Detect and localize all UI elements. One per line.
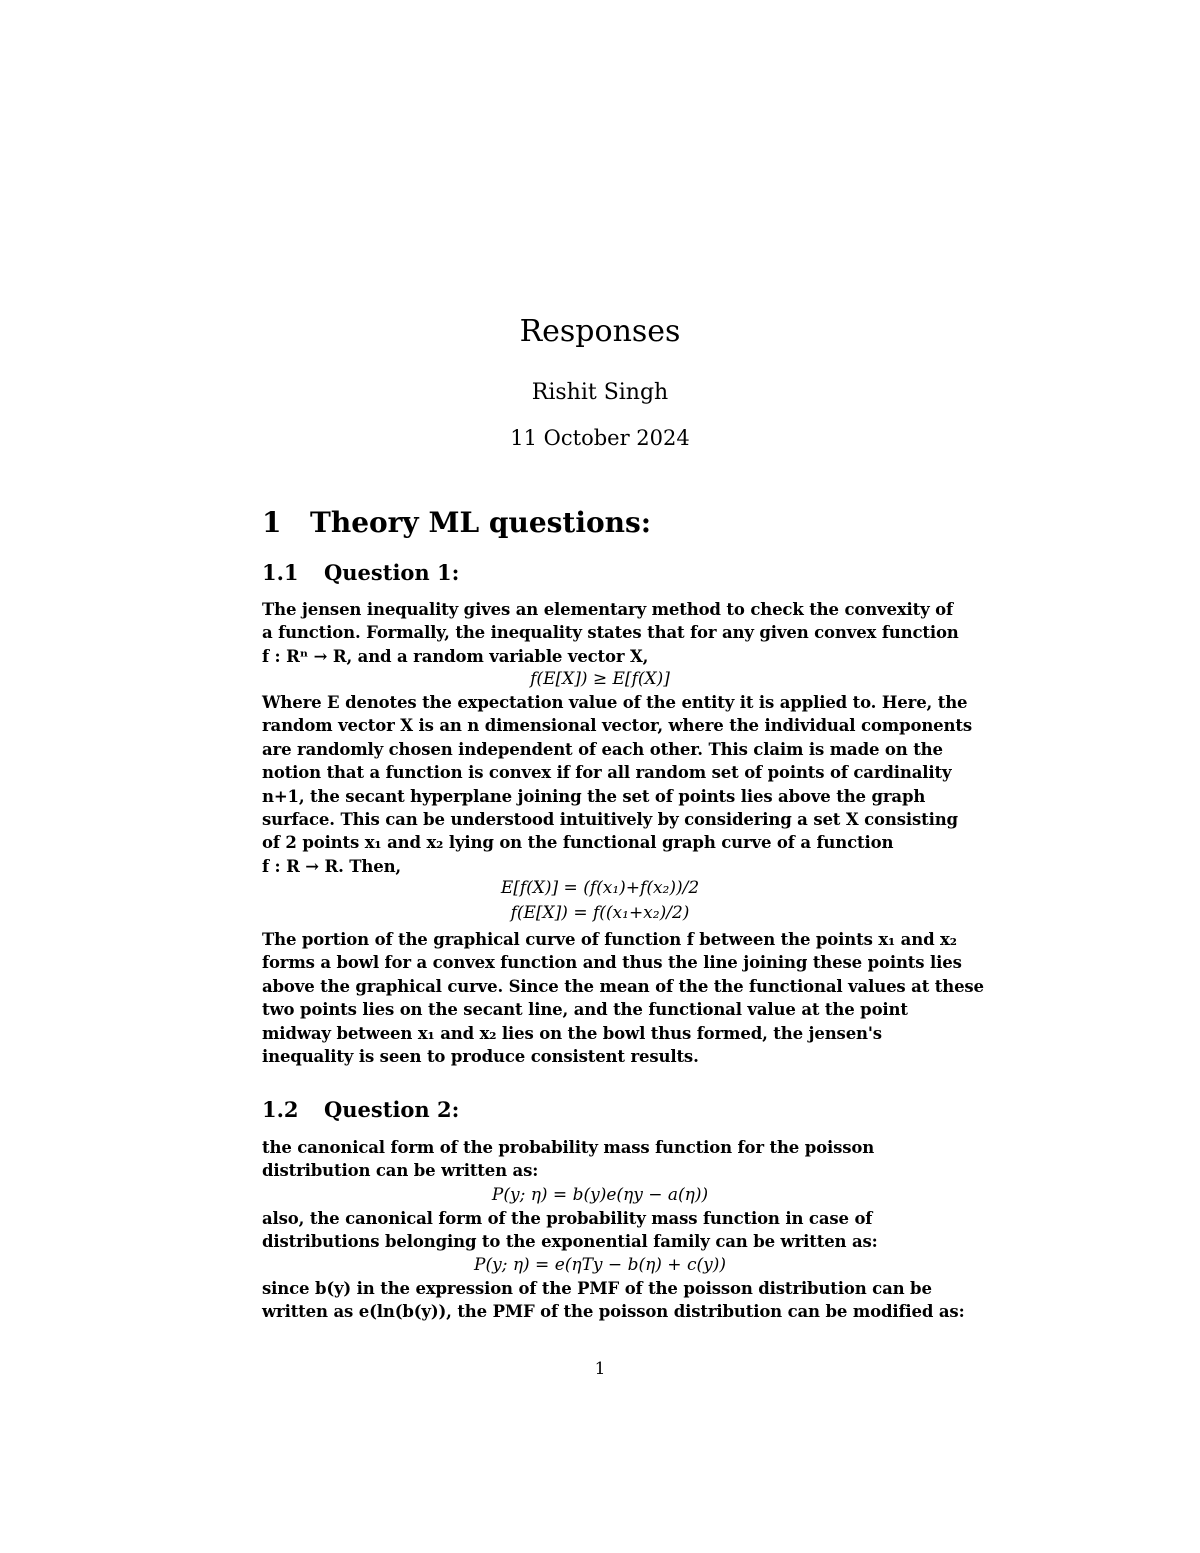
subsection-number: 1.1	[262, 560, 299, 585]
text-line: since b(y) in the expression of the PMF of the poisson distribution can be	[262, 1279, 932, 1298]
q1-paragraph-1	[262, 598, 959, 668]
equation-expectation-f: E[f(X)] = (f(x₁)+f(x₂))/2	[500, 878, 700, 898]
text-line: midway between x₁ and x₂ lies on the bowl thus formed, the jensen's	[262, 1023, 882, 1043]
text-line: distributions belonging to the exponential family can be written as:	[262, 1232, 878, 1252]
document-title: Responses	[519, 314, 681, 349]
text-line: of 2 points x₁ and x₂ lying on the functional graph curve of a function	[262, 833, 894, 853]
text-line: are randomly chosen independent of each other. This claim is made on the	[262, 739, 943, 759]
text-line: also, the canonical form of the probability mass function in case of	[262, 1209, 873, 1228]
text-line: The portion of the graphical curve of function f between the points x₁ and x₂	[262, 930, 957, 949]
text-line: two points lies on the secant line, and the functional value at the point	[262, 1000, 908, 1020]
q1-paragraph-2	[262, 691, 972, 878]
text-line: f : Rⁿ → R, and a random variable vector X,	[262, 646, 649, 666]
subsection-number: 1.2	[262, 1097, 299, 1122]
text-line: above the graphical curve. Since the mean of the the functional values at these	[262, 976, 984, 996]
page-number: 1	[594, 1359, 606, 1379]
text-line: inequality is seen to produce consistent results.	[262, 1047, 699, 1067]
subsection-heading-q2	[262, 1097, 459, 1122]
text-line: surface. This can be understood intuitively by considering a set X consisting	[262, 810, 958, 830]
equation-f-expectation: f(E[X]) = f((x₁+x₂)/2)	[510, 903, 690, 923]
q2-paragraph-2	[262, 1207, 878, 1254]
text-line: Where E denotes the expectation value of the entity it is applied to. Here, the	[262, 693, 968, 712]
section-title: Theory ML questions:	[310, 506, 652, 539]
section-number: 1	[262, 506, 282, 539]
document-date: 11 October 2024	[510, 426, 690, 450]
subsection-title: Question 1:	[324, 560, 460, 585]
text-line: distribution can be written as:	[262, 1161, 539, 1181]
document-author: Rishit Singh	[531, 380, 669, 405]
text-line: a function. Formally, the inequality states that for any given convex function	[262, 623, 959, 643]
q2-paragraph-3	[262, 1277, 965, 1324]
text-line: the canonical form of the probability mass function for the poisson	[262, 1138, 875, 1157]
q2-paragraph-1	[262, 1136, 874, 1183]
text-line: notion that a function is convex if for all random set of points of cardinality	[262, 763, 952, 783]
equation-poisson-pmf: P(y; η) = b(y)e(ηy − a(η))	[491, 1185, 709, 1205]
equation-exponential-family: P(y; η) = e(ηTy − b(η) + c(y))	[474, 1255, 726, 1275]
text-line: n+1, the secant hyperplane joining the set of points lies above the graph	[262, 786, 926, 806]
subsection-title: Question 2:	[324, 1097, 460, 1122]
text-line: written as e(ln(b(y)), the PMF of the poisson distribution can be modified as:	[262, 1302, 965, 1322]
text-line: f : R → R. Then,	[262, 856, 402, 876]
text-line: random vector X is an n dimensional vector, where the individual components	[262, 716, 972, 736]
section-heading	[262, 506, 651, 539]
equation-jensen: f(E[X]) ≥ E[f(X)]	[530, 669, 670, 689]
q1-paragraph-3	[262, 928, 984, 1068]
text-line: forms a bowl for a convex function and thus the line joining these points lies	[262, 953, 962, 973]
text-line: The jensen inequality gives an elementary method to check the convexity of	[262, 600, 953, 619]
subsection-heading-q1	[262, 560, 459, 585]
